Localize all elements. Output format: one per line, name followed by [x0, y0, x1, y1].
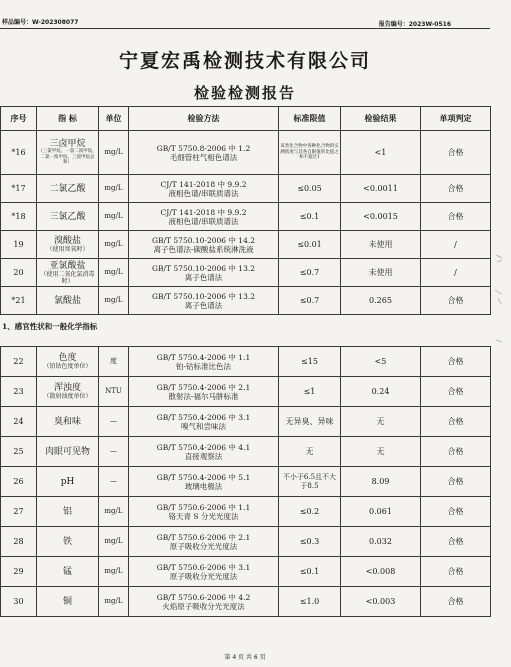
unit-cell: mg/L — [99, 175, 129, 203]
limit-cell: ≤1.0 — [279, 587, 341, 617]
method-name: 原子吸收分光光度法 — [169, 541, 238, 551]
row-number: *17 — [1, 175, 37, 203]
result-cell: 未使用 — [341, 231, 421, 259]
limit-cell: 该类化合物中各种化合物的实测浓度与其各自限值的比值之和不超过1 — [279, 131, 341, 175]
row-number: 24 — [1, 407, 37, 437]
indicator-cell — [37, 497, 99, 527]
method-cell — [129, 377, 279, 407]
judgement-cell: / — [421, 231, 491, 259]
indicator-cell — [37, 203, 99, 231]
method-name: 液相色谱/串联质谱法 — [168, 188, 239, 198]
table-row — [1, 259, 491, 287]
row-number: 20 — [1, 259, 37, 287]
table-row — [1, 231, 491, 259]
unit-cell: 度 — [99, 347, 129, 377]
results-table-2 — [0, 346, 491, 617]
indicator-name: 色度 — [58, 353, 77, 363]
limit-cell: 不小于6.5且不大于8.5 — [279, 467, 341, 497]
unit-cell: mg/L — [99, 231, 129, 259]
judgement-cell: 合格 — [421, 437, 491, 467]
indicator-name: 铝 — [62, 506, 72, 517]
row-number: 25 — [1, 437, 37, 467]
col-judgement: 单项判定 — [421, 107, 491, 131]
company-name: 宁夏宏禹检测技术有限公司 — [118, 50, 371, 72]
row-number: 26 — [1, 467, 37, 497]
method-standard: GB/T 5750.4-2006 中 2.1 — [156, 382, 251, 392]
table-row — [1, 203, 491, 231]
unit-cell: — — [99, 437, 129, 467]
method-name: 铬天青 S 分光光度法 — [168, 511, 239, 521]
result-cell: <0.003 — [341, 587, 421, 617]
judgement-cell: 合格 — [421, 287, 491, 315]
indicator-cell — [37, 131, 99, 175]
result-cell: 8.09 — [341, 467, 421, 497]
limit-cell: ≤0.3 — [279, 527, 341, 557]
col-unit: 单位 — [99, 107, 129, 131]
method-cell — [129, 287, 279, 315]
col-no: 序号 — [1, 107, 37, 131]
unit-cell: — — [99, 467, 129, 497]
indicator-note: （使用二氧化氯消毒时） — [40, 270, 95, 285]
row-number: *18 — [1, 203, 37, 231]
result-cell: 无 — [341, 407, 421, 437]
indicator-cell — [37, 557, 99, 587]
method-standard: GB/T 5750.6-2006 中 4.2 — [156, 592, 251, 602]
table-body-1 — [1, 131, 491, 315]
table-row — [1, 287, 491, 315]
unit-cell: mg/L — [99, 203, 129, 231]
table-row — [1, 467, 491, 497]
limit-cell: ≤0.1 — [279, 203, 341, 231]
unit-cell: mg/L — [99, 527, 129, 557]
method-standard: GB/T 5750.8-2006 中 1.2 — [156, 143, 251, 153]
col-result: 检验结果 — [341, 107, 421, 131]
table-row — [1, 407, 491, 437]
bleed-through-marks — [493, 250, 505, 350]
indicator-cell — [37, 259, 99, 287]
indicator-cell — [37, 287, 99, 315]
indicator-cell — [37, 347, 99, 377]
table-row — [1, 377, 491, 407]
page-footer: 第 4 页 共 6 页 — [224, 654, 266, 661]
method-cell — [129, 407, 279, 437]
indicator-cell — [37, 231, 99, 259]
indicator-name: 三卤甲烷 — [49, 139, 86, 150]
judgement-cell: 合格 — [421, 467, 491, 497]
method-name: 火焰原子吸收分光光度法 — [162, 601, 245, 611]
indicator-cell — [37, 587, 99, 617]
row-number: *16 — [1, 131, 37, 175]
judgement-cell: 合格 — [421, 377, 491, 407]
col-method: 检验方法 — [129, 107, 279, 131]
method-cell — [129, 497, 279, 527]
limit-cell: ≤0.7 — [279, 287, 341, 315]
judgement-cell: 合格 — [421, 131, 491, 175]
indicator-name: 铁 — [62, 536, 72, 547]
row-number: 23 — [1, 377, 37, 407]
unit-cell: NTU — [99, 377, 129, 407]
indicator-name: 三氯乙酸 — [49, 211, 86, 222]
result-cell: <0.0011 — [341, 175, 421, 203]
result-cell: <0.008 — [341, 557, 421, 587]
row-number: 28 — [1, 527, 37, 557]
indicator-cell — [37, 377, 99, 407]
row-number: 30 — [1, 587, 37, 617]
result-cell: <1 — [341, 131, 421, 175]
indicator-name: 铜 — [62, 596, 72, 607]
unit-cell: mg/L — [99, 557, 129, 587]
method-name: 离子色谱法 — [184, 272, 223, 282]
row-number: 29 — [1, 557, 37, 587]
method-cell — [129, 527, 279, 557]
method-name: 离子色谱法-碳酸盐系统淋洗液 — [153, 244, 254, 254]
method-name: 直接观察法 — [184, 451, 223, 461]
limit-cell: ≤15 — [279, 347, 341, 377]
method-name: 玻璃电极法 — [184, 481, 223, 491]
judgement-cell: 合格 — [421, 347, 491, 377]
unit-cell: mg/L — [99, 131, 129, 175]
row-number: 19 — [1, 231, 37, 259]
method-standard: GB/T 5750.4-2006 中 3.1 — [156, 412, 251, 422]
method-name: 铂-钴标准比色法 — [175, 361, 232, 371]
method-standard: CJ/T 141-2018 中 9.9.2 — [160, 207, 247, 217]
row-number: *21 — [1, 287, 37, 315]
table-row — [1, 131, 491, 175]
judgement-cell: 合格 — [421, 203, 491, 231]
indicator-name: 二氯乙酸 — [49, 183, 86, 194]
result-cell: 无 — [341, 437, 421, 467]
indicator-cell — [37, 407, 99, 437]
table-row — [1, 587, 491, 617]
method-name: 离子色谱法 — [184, 300, 223, 310]
limit-cell: ≤0.2 — [279, 497, 341, 527]
indicator-cell — [37, 437, 99, 467]
indicator-note: （使用臭氧时） — [46, 246, 89, 253]
table-row — [1, 175, 491, 203]
method-cell — [129, 347, 279, 377]
result-cell: 0.032 — [341, 527, 421, 557]
table-row — [1, 437, 491, 467]
method-standard: GB/T 5750.4-2006 中 5.1 — [156, 472, 251, 482]
judgement-cell: 合格 — [421, 587, 491, 617]
table-row — [1, 497, 491, 527]
method-cell — [129, 175, 279, 203]
method-standard: GB/T 5750.10-2006 中 14.2 — [151, 235, 256, 245]
limit-cell: ≤0.05 — [279, 175, 341, 203]
report-title: 检验检测报告 — [193, 84, 296, 102]
indicator-cell — [37, 527, 99, 557]
method-cell — [129, 557, 279, 587]
method-standard: GB/T 5750.10-2006 中 13.2 — [151, 291, 256, 301]
limit-cell: ≤1 — [279, 377, 341, 407]
section-heading: 1、感官性状和一般化学指标 — [2, 322, 98, 331]
indicator-name: 亚氯酸盐 — [49, 260, 86, 271]
indicator-note: （铂钴色度单位） — [43, 363, 92, 370]
unit-cell: mg/L — [99, 287, 129, 315]
indicator-name: 臭和味 — [53, 416, 81, 427]
table-row — [1, 347, 491, 377]
method-standard: GB/T 5750.10-2006 中 13.2 — [151, 263, 256, 273]
table-row — [1, 557, 491, 587]
indicator-name: 浑浊度 — [53, 383, 81, 393]
indicator-cell — [37, 175, 99, 203]
method-name: 嗅气和尝味法 — [181, 421, 226, 431]
indicator-name: 氯酸盐 — [53, 295, 81, 306]
unit-cell: — — [99, 407, 129, 437]
judgement-cell: 合格 — [421, 407, 491, 437]
method-name: 液相色谱/串联质谱法 — [168, 216, 239, 226]
report-number: 报告编号：2023W-0516 — [378, 21, 451, 28]
result-cell: 0.265 — [341, 287, 421, 315]
indicator-note: （散射浊度单位） — [43, 393, 92, 400]
method-standard: GB/T 5750.4-2006 中 4.1 — [156, 442, 251, 452]
method-standard: GB/T 5750.6-2006 中 3.1 — [156, 562, 251, 572]
col-indicator: 指 标 — [37, 107, 99, 131]
table-body-2 — [1, 347, 491, 617]
sample-number: 样品编号：W-202308077 — [2, 19, 79, 26]
result-cell: <5 — [341, 347, 421, 377]
table-header-row — [1, 107, 491, 131]
col-limit: 标准限值 — [279, 107, 341, 131]
result-cell: 0.24 — [341, 377, 421, 407]
limit-cell: 无 — [279, 437, 341, 467]
method-cell — [129, 467, 279, 497]
method-standard: GB/T 5750.6-2006 中 2.1 — [156, 532, 251, 542]
limit-cell: ≤0.7 — [279, 259, 341, 287]
method-cell — [129, 131, 279, 175]
indicator-name: 锰 — [62, 566, 72, 577]
judgement-cell: 合格 — [421, 557, 491, 587]
unit-cell: mg/L — [99, 259, 129, 287]
limit-cell: ≤0.1 — [279, 557, 341, 587]
limit-cell: 无异臭、异味 — [279, 407, 341, 437]
method-cell — [129, 231, 279, 259]
limit-cell: ≤0.01 — [279, 231, 341, 259]
indicator-name: 溴酸盐 — [53, 236, 81, 246]
unit-cell: mg/L — [99, 497, 129, 527]
method-standard: GB/T 5750.4-2006 中 1.1 — [156, 352, 251, 362]
judgement-cell: / — [421, 259, 491, 287]
method-name: 毛细管柱气相色谱法 — [169, 152, 238, 162]
method-name: 散射法-福尔马肼标准 — [168, 391, 239, 401]
result-cell: 0.061 — [341, 497, 421, 527]
result-cell: <0.0015 — [341, 203, 421, 231]
unit-cell: mg/L — [99, 587, 129, 617]
method-standard: CJ/T 141-2018 中 9.9.2 — [160, 179, 247, 189]
table-row — [1, 527, 491, 557]
results-table-1 — [0, 106, 491, 315]
method-standard: GB/T 5750.6-2006 中 1.1 — [156, 502, 251, 512]
row-number: 22 — [1, 347, 37, 377]
row-number: 27 — [1, 497, 37, 527]
method-cell — [129, 259, 279, 287]
header-rule — [0, 28, 490, 29]
indicator-cell — [37, 467, 99, 497]
method-cell — [129, 437, 279, 467]
method-cell — [129, 587, 279, 617]
method-name: 原子吸收分光光度法 — [169, 571, 238, 581]
indicator-note: （三氯甲烷、一氯二溴甲烷、二氯一溴甲烷、三溴甲烷总和） — [38, 149, 97, 166]
judgement-cell: 合格 — [421, 497, 491, 527]
judgement-cell: 合格 — [421, 175, 491, 203]
judgement-cell: 合格 — [421, 527, 491, 557]
indicator-name: pH — [60, 476, 75, 487]
result-cell: 未使用 — [341, 259, 421, 287]
method-cell — [129, 203, 279, 231]
indicator-name: 肉眼可见物 — [44, 446, 90, 457]
